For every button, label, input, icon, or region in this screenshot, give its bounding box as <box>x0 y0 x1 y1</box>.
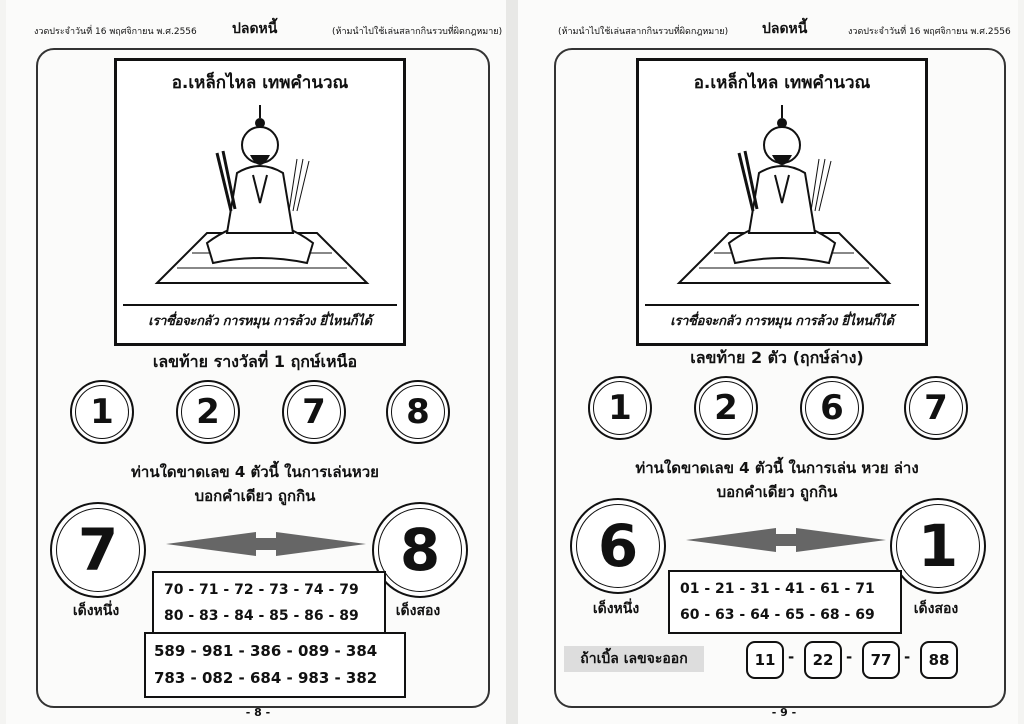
illustration-box <box>114 58 406 346</box>
page-8 <box>6 0 506 724</box>
seated-master-illustration <box>137 93 383 293</box>
double-arrow-icon <box>686 526 886 554</box>
digit-circle: 2 <box>176 380 240 444</box>
digit-circle: 2 <box>694 376 758 440</box>
pairs-box <box>152 571 386 635</box>
dash-separator: - <box>788 648 795 666</box>
illustration-caption: เราซื่อจะกลัว การหมุน การล้วง ยี่ไหนก็ได้ <box>123 304 397 335</box>
digit-circle: 7 <box>904 376 968 440</box>
digit-circle: 1 <box>588 376 652 440</box>
pairs-row: 70 - 71 - 72 - 73 - 74 - 79 <box>164 582 359 598</box>
digit-circle: 6 <box>800 376 864 440</box>
double-number: 88 <box>920 641 958 679</box>
header-title: ปลดหนี้ <box>232 21 278 37</box>
label-second: เด็งสอง <box>913 601 959 617</box>
big-number-right: 8 <box>372 502 468 598</box>
pairs-row: 60 - 63 - 64 - 65 - 68 - 69 <box>680 607 875 623</box>
header-date: งวดประจำวันที่ 16 พฤศจิกายน พ.ศ.2556 <box>848 27 1011 37</box>
digit-circle: 7 <box>282 380 346 444</box>
double-number: 11 <box>746 641 784 679</box>
page-gutter <box>506 0 518 724</box>
seated-master-illustration <box>659 93 905 293</box>
promo-line-1: ท่านใดขาดเลข 4 ตัวนี้ ในการเล่น หวย ล่าง <box>635 459 919 477</box>
dash-separator: - <box>904 648 911 666</box>
header-note: (ห้ามนำไปใช้เล่นสลากกินรวบที่ผิดกฎหมาย) <box>332 27 503 37</box>
big-number-right: 1 <box>890 498 986 594</box>
label-second: เด็งสอง <box>395 603 441 619</box>
double-arrow-icon <box>166 530 366 558</box>
promo-line-2: บอกคำเดียว ถูกกิน <box>716 483 838 501</box>
promo-line-1: ท่านใดขาดเลข 4 ตัวนี้ ในการเล่นหวย <box>131 463 379 481</box>
label-first: เด็งหนึ่ง <box>72 603 120 619</box>
digit-circle: 8 <box>386 380 450 444</box>
label-first: เด็งหนึ่ง <box>592 601 640 617</box>
big-number-left: 6 <box>570 498 666 594</box>
header-date: งวดประจำวันที่ 16 พฤศจิกายน พ.ศ.2556 <box>34 27 197 37</box>
triples-box <box>144 632 406 698</box>
triples-row: 783 - 082 - 684 - 983 - 382 <box>154 669 378 687</box>
double-number: 77 <box>862 641 900 679</box>
illustration-title: อ.เหล็กไหล เทพคำนวณ <box>171 73 349 93</box>
pairs-row: 01 - 21 - 31 - 41 - 61 - 71 <box>680 581 875 597</box>
heading: เลขท้าย 2 ตัว (ฤกษ์ล่าง) <box>690 348 864 367</box>
digit-circle: 1 <box>70 380 134 444</box>
big-number-left: 7 <box>50 502 146 598</box>
page-number: - 8 - <box>245 706 271 719</box>
illustration-title: อ.เหล็กไหล เทพคำนวณ <box>693 73 871 93</box>
page-9 <box>518 0 1018 724</box>
double-number: 22 <box>804 641 842 679</box>
illustration-box <box>636 58 928 346</box>
triples-row: 589 - 981 - 386 - 089 - 384 <box>154 642 378 660</box>
header-title: ปลดหนี้ <box>762 21 808 37</box>
header-note: (ห้ามนำไปใช้เล่นสลากกินรวบที่ผิดกฎหมาย) <box>558 27 729 37</box>
illustration-caption: เราซื่อจะกลัว การหมุน การล้วง ยี่ไหนก็ได้ <box>645 304 919 335</box>
pairs-row: 80 - 83 - 84 - 85 - 86 - 89 <box>164 608 359 624</box>
page-number: - 9 - <box>771 706 797 719</box>
double-label: ถ้าเบิ้ล เลขจะออก <box>564 646 704 672</box>
dash-separator: - <box>846 648 853 666</box>
promo-line-2: บอกคำเดียว ถูกกิน <box>194 487 316 505</box>
pairs-box <box>668 570 902 634</box>
heading: เลขท้าย รางวัลที่ 1 ฤกษ์เหนือ <box>152 352 358 371</box>
